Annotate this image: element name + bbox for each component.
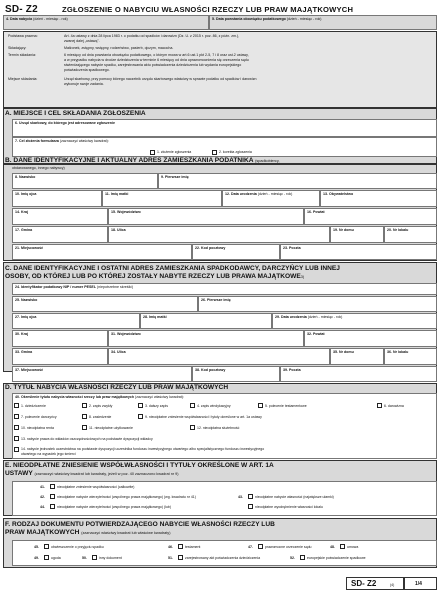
nip-pesel-field[interactable]: 24. Identyfikator podatkowy NIP / numer PESEL (niepotrzebne skreślić) xyxy=(12,283,437,295)
donor-postal-code-field[interactable]: 38. Kod pocztowy xyxy=(192,366,280,382)
donor-mother-name-field[interactable]: 28. Imię matki xyxy=(140,313,272,329)
submitter-row: Składający: Małżonek, zstępny, wstępny, rodzeństwo, pasierb, ojczym, macocha. xyxy=(8,46,174,50)
inheritance-checkbox[interactable] xyxy=(14,403,19,408)
donation-checkbox[interactable] xyxy=(377,403,382,408)
european-certificate-checkbox[interactable] xyxy=(300,555,305,560)
donor-order-checkbox[interactable] xyxy=(14,414,19,419)
inheritance-certificate-checkbox[interactable] xyxy=(178,555,183,560)
submission-checkbox[interactable] xyxy=(150,150,155,155)
testament-checkbox[interactable] xyxy=(178,544,183,549)
surname-field[interactable]: 8. Nazwisko xyxy=(12,173,158,189)
vindication-bequest-checkbox[interactable] xyxy=(190,403,195,408)
other-document-checkbox[interactable] xyxy=(92,555,97,560)
section-b-note: obdarowanego, innego nabywcy) xyxy=(12,166,65,170)
purpose-field: 7. Cel złożenia formularza (zaznaczyć właściwy kwadrat): xyxy=(12,137,437,157)
citizenship-field[interactable]: 13. Obywatelstwo xyxy=(320,190,437,207)
section-d-title: D. TYTUŁ NABYCIA WŁASNOŚCI RZECZY LUB PRAW MAJĄTKOWYCH xyxy=(5,384,229,391)
full-co-ownership-checkbox[interactable] xyxy=(50,484,55,489)
section-a-title: A. MIEJSCE I CEL SKŁADANIA ZGŁOSZENIA xyxy=(5,110,146,117)
first-name-field[interactable]: 9. Pierwsze imię xyxy=(158,173,437,189)
country-field[interactable]: 14. Kraj xyxy=(12,208,108,225)
voivodeship-field[interactable]: 15. Województwo xyxy=(108,208,304,225)
fund-units-checkbox[interactable] xyxy=(14,447,19,452)
correction-checkbox[interactable] xyxy=(212,150,217,155)
donor-apartment-number-field[interactable]: 36. Nr lokalu xyxy=(384,348,437,365)
form-title: ZGŁOSZENIE O NABYCIU WŁASNOŚCI RZECZY LUB PRAW MAJĄTKOWYCH xyxy=(62,5,354,14)
prescription-checkbox[interactable] xyxy=(82,414,87,419)
section-e-title: E. NIEODPŁATNE ZNIESIENIE WSPÓŁWŁASNOŚCI I TYTUŁY OKREŚLONE W ART. 1A USTAWY (zaznaczyć właściwy kwadrat lub kwadraty, jeżeli w poz. 40 zaznaczono kwadrat nr 9) xyxy=(5,462,274,477)
father-name-field[interactable]: 10. Imię ojca xyxy=(12,190,102,207)
footer-version: (4) xyxy=(390,583,395,587)
acquisition-date-field[interactable]: 4. Data nabycia (dzień - miesiąc - rok) xyxy=(3,15,209,30)
further-bequest-checkbox[interactable] xyxy=(138,403,143,408)
place-row: Miejsce składania: Urząd skarbowy, przy pomocy którego naczelnik urzędu skarbowego właściwy w sprawie podatku od spadków i darowizn xyxy=(8,77,257,81)
easement-checkbox[interactable] xyxy=(190,425,195,430)
section-b-title: B. DANE IDENTYFIKACYJNE I AKTUALNY ADRES ZAMIESZKANIA PODATNIKA (spadkobiercy, xyxy=(5,157,280,164)
settlement-checkbox[interactable] xyxy=(44,555,49,560)
birth-date-field[interactable]: 12. Data urodzenia (dzień - miesiąc - rok) xyxy=(222,190,320,207)
tax-office-field[interactable]: 6. Urząd skarbowy, do którego jest adresowane zgłoszenie xyxy=(12,119,437,137)
donor-father-name-field[interactable]: 27. Imię ojca xyxy=(12,313,140,329)
footer-page-box xyxy=(404,577,437,590)
donor-country-field[interactable]: 30. Kraj xyxy=(12,330,108,347)
donor-surname-field[interactable]: 25. Nazwisko xyxy=(12,296,198,312)
form-page: SD- Z2 ZGŁOSZENIE O NABYCIU WŁASNOŚCI RZECZY LUB PRAW MAJĄTKOWYCH 4. Data nabycia (dzień - miesiąc - rok) 5. Data powstania obowiązku podatkowego (dzień - miesiąc - rok) Podstawa prawna: Art. 4a ustawy z dnia 28 lipca 1983 r. o podatku od spadków i darowizn (Dz. U. z 2015 r. poz. 86, z późn. zm.), zwanej dalej „ustawą". Składający: Małżonek, zstępny, wstępny, rodzeństwo, pasierb, ojczym, macocha. Termin składania: 6 miesięcy od dnia powstania obowiązku podatkowego, o którym mowa w art.6 ust.1 pkt 2-5, 7 i 8 oraz ust.2 ustawy, a w przypadku nabycia w drodze dziedziczenia w terminie 6 miesięcy od dnia uprawomocnienia się orzeczenia sądu stwierdzającego nabycie spadku, zarejestrowania aktu poświadczenia dziedziczenia lub wydania europejskiego poświadczenia spadkowego. Miejsce składania: Urząd skarbowy, przy pomocy którego naczelnik urzędu skarbowego właściwy w sprawie podatku od spadków i darowizn wykonuje swoje zadania. A. MIEJSCE I CEL SKŁADANIA ZGŁOSZENIA 6. Urząd skarbowy, do którego jest adresowane zgłoszenie 7. Cel złożenia formularza (zaznaczyć właściwy kwadrat): 1. złożenie zgłoszenia 2. korekta zgłoszenia B. DANE IDENTYFIKACYJNE I AKTUALNY ADRES ZAMIESZKANIA PODATNIKA (spadkobiercy, obdarowanego, innego nabywcy) 8. Nazwisko 9. Pierwsze imię 10. Imię ojca 11. Imię matki 12. Data urodzenia (dzień - miesiąc - rok) 13. Obywatelstwo 14. Kraj 15. Województwo 16. Powiat 17. Gmina 18. Ulica 19. Nr domu 20. Nr lokalu 21. Miejscowość 22. Kod pocztowy 23. Poczta C. DANE IDENTYFIKACYJNE I OSTATNI ADRES ZAMIESZKANIA SPADKODAWCY, DARCZYŃCY LUB INNEJ OSOBY, OD KTÓREJ LUB PO KTÓREJ ZOSTAŁY NABYTE RZECZY LUB PRAWA MAJĄTKOWE3) 24. Identyfikator podatkowy NIP / numer PESEL (niepotrzebne skreślić) 25. Nazwisko 26. Pierwsze imię 27. Imię ojca 28. Imię matki 29. Data urodzenia (dzień - miesiąc - rok) 30. Kraj 31. Województwo 32. Powiat 33. Gmina 34. Ulica 35. Nr domu 36. Nr lokalu 37. Miejscowość 38. Kod pocztowy 39. Poczta D. TYTUŁ NABYCIA WŁASNOŚCI RZECZY LUB PRAW MAJĄTKOWYCH 40. Określenie tytułu nabycia własności rzeczy lub praw majątkowych (zaznaczyć właściwy kwadrat): 1. dziedziczenie 2. zapis zwykły 3. dalszy zapis 4. zapis windykacyjny 5. polecenie testamentowe 6. darowizna 7. polecenie darczyńcy 8. zasiedzenie 9. nieodpłatne zniesienie współwłasności i tytuły określone w art. 1a ustawy 10. nieodpłatna renta 11. nieodpłatne użytkowanie 12. nieodpłatna służebność 13. nabycie prawa do wkładów oszczędnościowych na podstawie dyspozycji wkładcy 14. nabycie jednostek uczestnictwa na podstawie dyspozycji uczestnika funduszu inwestycyjnego otwartego albo specjalistycznego funduszu inwestycyjnego otwartego na wypadek jego śmierci E. NIEODPŁATNE ZNIESIENIE WSPÓŁWŁASNOŚCI I TYTUŁY OKREŚLONE W ART. 1A USTAWY (zaznaczyć właściwy kwadrat lub kwadraty, jeżeli w poz. 40 zaznaczono kwadrat nr 9) 41. nieodpłatne zniesienie współwłasności (całkowite) 42. nieodpłatne nabycie wierzytelności (wspólnego prawa majątkowego) (wg. kwadratu nr 41) 43. nieodpłatne nabycie własności (największe ułamki) 44. nieodpłatne nabycie wierzytelności (wspólnego prawa majątkowego) (lub) nieodpłatne wyodrębnienie własności lokalu F. RODZAJ DOKUMENTU POTWIERDZAJĄCEGO NABYCIE WŁASNOŚCI RZECZY LUB PRAW MAJĄTKOWYCH (zaznaczyć właściwy kwadrat lub właściwe kwadraty) 45. obwieszczenie o przyjęciu spadku 46. testament 47. prawomocne orzeczenie sądu 48. umowa 49. ugoda 50. inny dokument 51. zarejestrowany akt poświadczenia dziedziczenia 52. europejskie poświadczenie spadkowe SD- Z2 (4) 1/4 xyxy=(0,0,440,598)
section-c-title: C. DANE IDENTYFIKACYJNE I OSTATNI ADRES ZAMIESZKANIA SPADKODAWCY, DARCZYŃCY LUB INNEJ OSOBY, OD KTÓREJ LUB PO KTÓREJ ZOSTAŁY NABYTE RZECZY LUB PRAWA MAJĄTKOWE3) xyxy=(5,265,340,280)
donor-house-number-field[interactable]: 35. Nr domu xyxy=(330,348,384,365)
donor-district-field[interactable]: 32. Powiat xyxy=(304,330,437,347)
donor-first-name-field[interactable]: 26. Pierwsze imię xyxy=(198,296,437,312)
inheritance-notice-checkbox[interactable] xyxy=(44,544,49,549)
court-ruling-checkbox[interactable] xyxy=(258,544,263,549)
donor-city-field[interactable]: 37. Miejscowość xyxy=(12,366,192,382)
largest-share-checkbox[interactable] xyxy=(248,494,253,499)
apartment-number-field[interactable]: 20. Nr lokalu xyxy=(384,226,437,243)
joint-claim-checkbox[interactable] xyxy=(50,494,55,499)
footer-page-number: 1/4 xyxy=(415,581,422,587)
donor-street-field[interactable]: 34. Ulica xyxy=(108,348,330,365)
section-f-title: F. RODZAJ DOKUMENTU POTWIERDZAJĄCEGO NABYCIE WŁASNOŚCI RZECZY LUB PRAW MAJĄTKOWYCH (zaznaczyć właściwy kwadrat lub właściwe kwadraty) xyxy=(5,521,275,536)
usufruct-checkbox[interactable] xyxy=(82,425,87,430)
correction-label: 2. korekta zgłoszenia xyxy=(219,150,252,154)
submission-label: 1. złożenie zgłoszenia xyxy=(157,150,192,154)
district-field[interactable]: 16. Powiat xyxy=(304,208,437,225)
savings-deposit-checkbox[interactable] xyxy=(14,436,19,441)
street-field[interactable]: 18. Ulica xyxy=(108,226,330,243)
house-number-field[interactable]: 19. Nr domu xyxy=(330,226,384,243)
donor-commune-field[interactable]: 33. Gmina xyxy=(12,348,108,365)
acquisition-title-field: 40. Określenie tytułu nabycia własności rzeczy lub praw majątkowych (zaznaczyć właściwy kwadrat): xyxy=(12,393,437,459)
co-ownership-checkbox[interactable] xyxy=(138,414,143,419)
document-type-options xyxy=(12,540,437,566)
annuity-checkbox[interactable] xyxy=(14,425,19,430)
deadline-row: Termin składania: 6 miesięcy od dnia powstania obowiązku podatkowego, o którym mowa w art.6 ust.1 pkt 2-5, 7 i 8 oraz ust.2 ustawy, xyxy=(8,53,249,57)
legal-basis-row: Podstawa prawna: Art. 4a ustawy z dnia 28 lipca 1983 r. o podatku od spadków i darowizn (Dz. U. z 2015 r. poz. 86, z późn. zm.), xyxy=(8,34,240,38)
mother-name-field[interactable]: 11. Imię matki xyxy=(102,190,222,207)
donor-post-office-field[interactable]: 39. Poczta xyxy=(280,366,437,382)
ordinary-bequest-checkbox[interactable] xyxy=(82,403,87,408)
donor-voivodeship-field[interactable]: 31. Województwo xyxy=(108,330,304,347)
post-office-field[interactable]: 23. Poczta xyxy=(280,244,437,260)
agreement-checkbox[interactable] xyxy=(340,544,345,549)
city-field[interactable]: 21. Miejscowość xyxy=(12,244,192,260)
tax-obligation-date-field[interactable]: 5. Data powstania obowiązku podatkowego (dzień - miesiąc - rok) xyxy=(209,15,437,30)
separate-apartment-checkbox[interactable] xyxy=(248,504,253,509)
footer-code-box xyxy=(346,577,404,590)
commune-field[interactable]: 17. Gmina xyxy=(12,226,108,243)
postal-code-field[interactable]: 22. Kod pocztowy xyxy=(192,244,280,260)
testamentary-order-checkbox[interactable] xyxy=(258,403,263,408)
form-code: SD- Z2 xyxy=(5,4,38,15)
donor-birth-date-field[interactable]: 29. Data urodzenia (dzień - miesiąc - rok) xyxy=(272,313,437,329)
joint-claim-alt-checkbox[interactable] xyxy=(50,504,55,509)
footer-form-code: SD- Z2 xyxy=(351,579,377,588)
